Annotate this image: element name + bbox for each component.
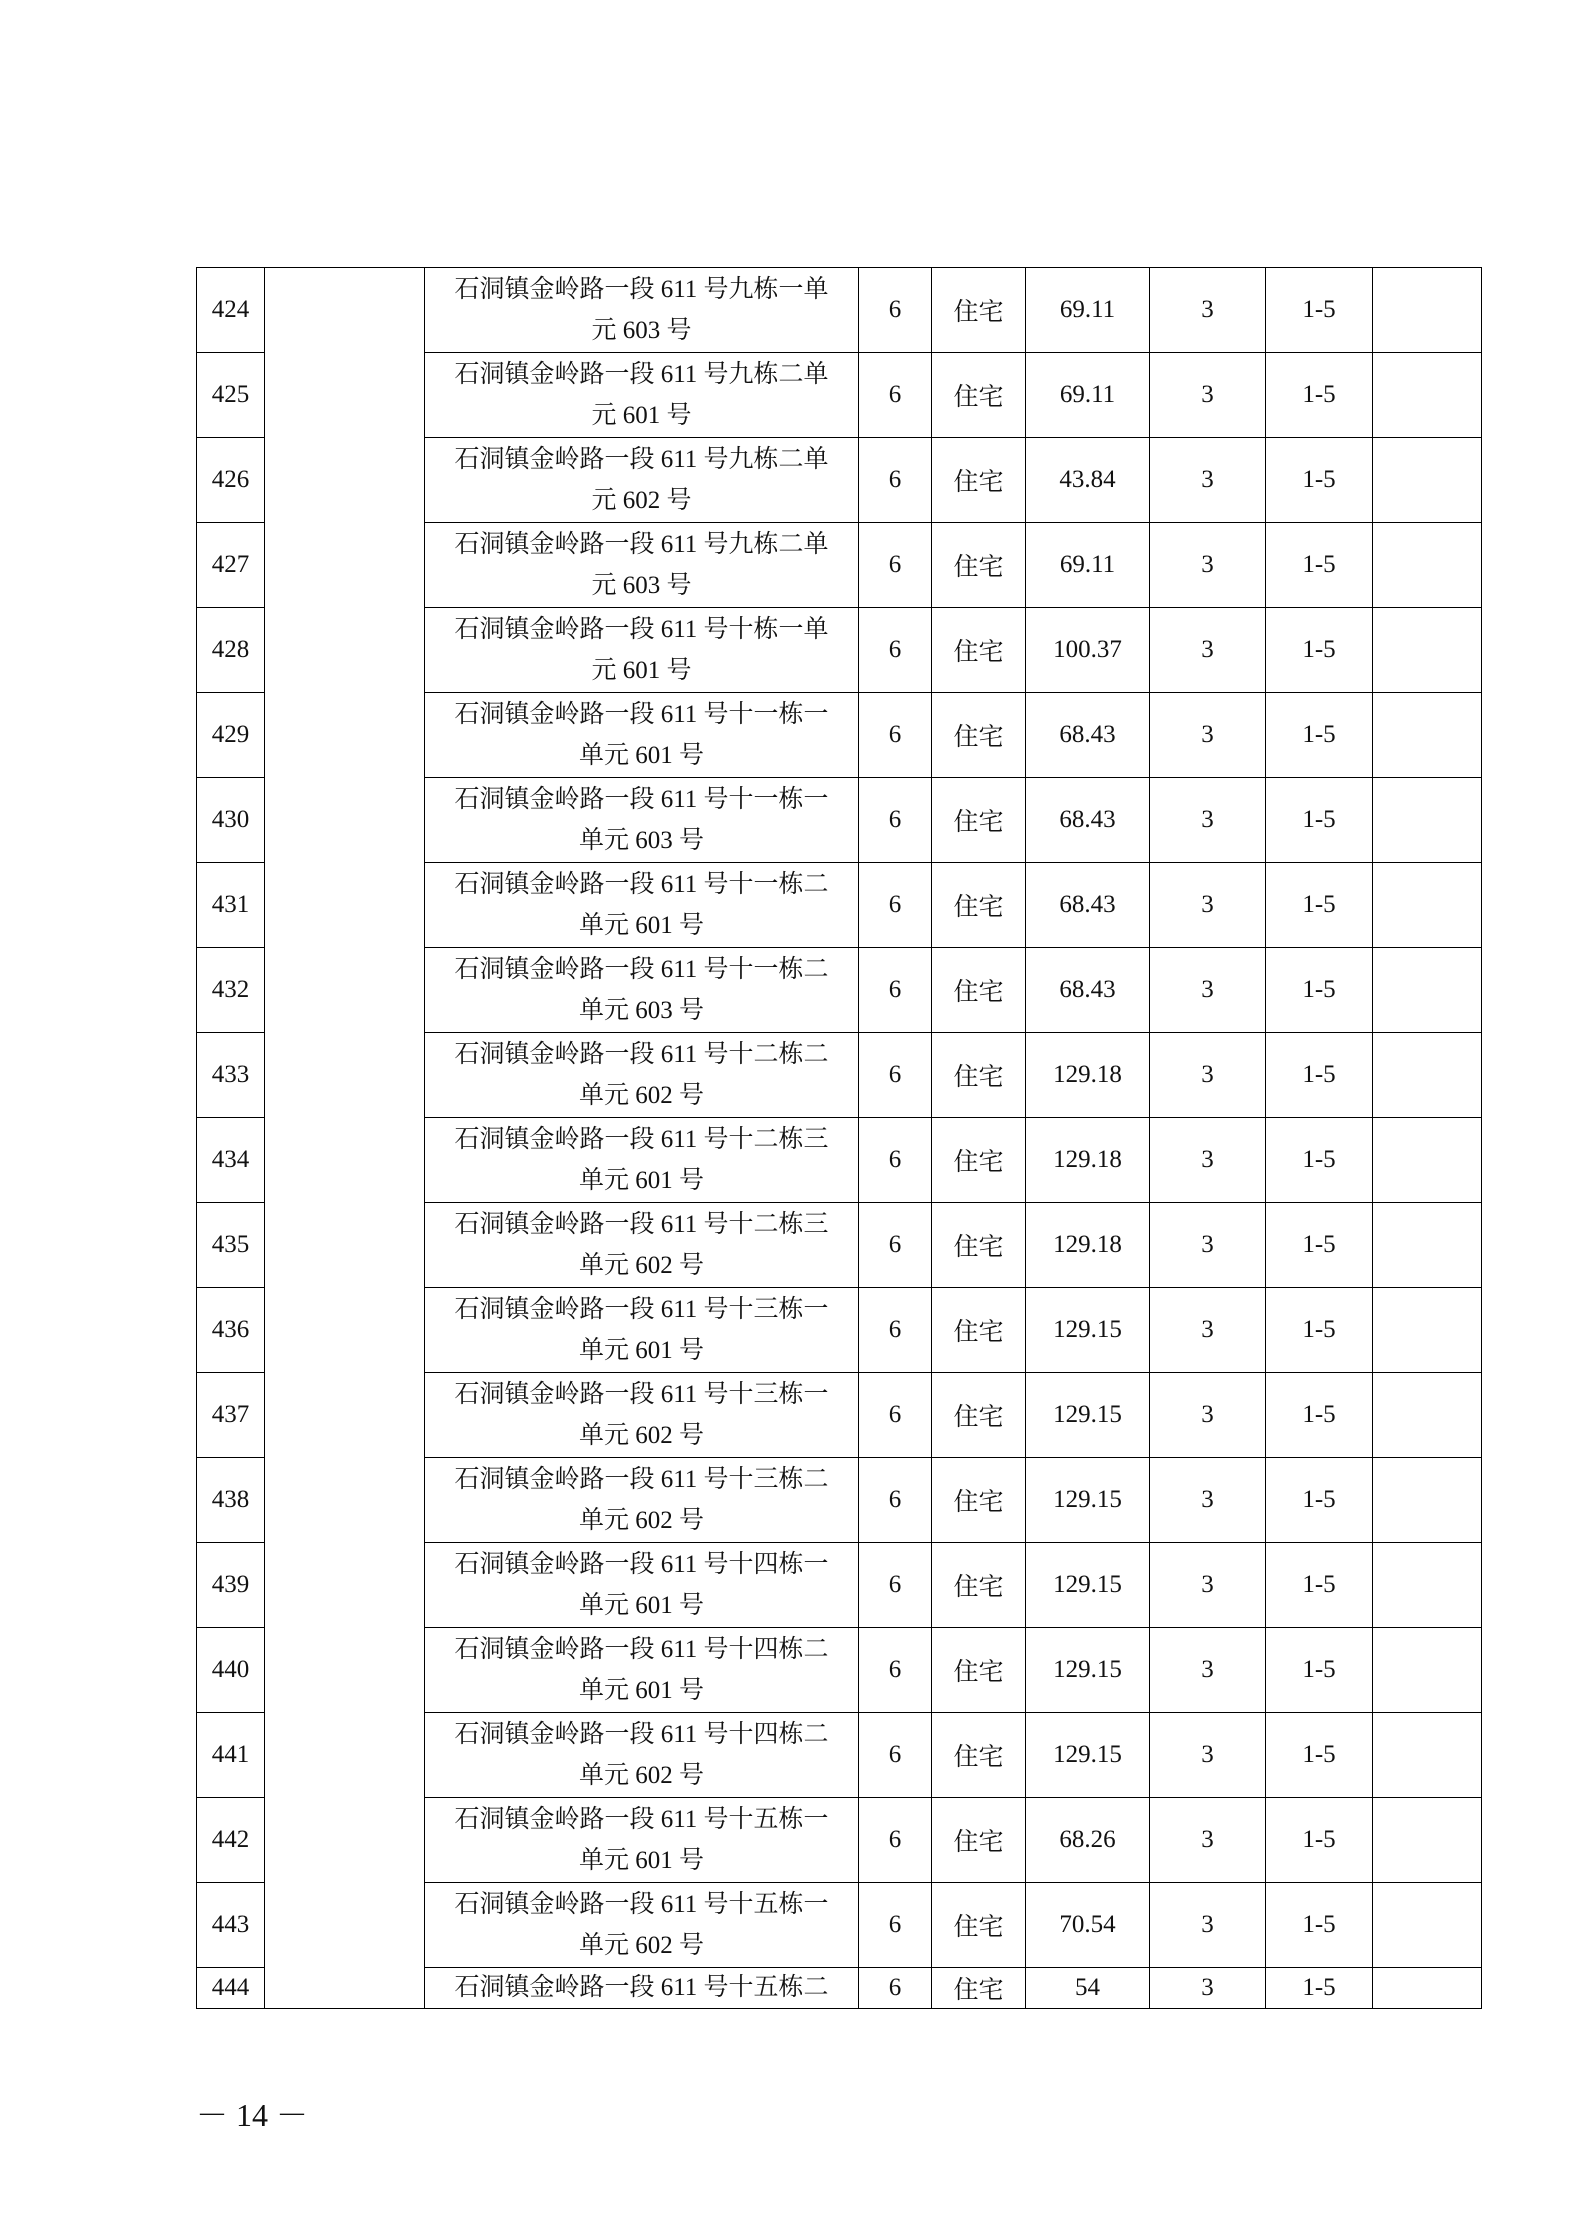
cell-number: 439 <box>197 1543 265 1628</box>
cell-count: 3 <box>1150 1458 1266 1543</box>
cell-number: 425 <box>197 353 265 438</box>
cell-area: 129.18 <box>1026 1118 1150 1203</box>
address-line: 单元 603 号 <box>578 827 704 854</box>
address-line: 石洞镇金岭路一段 611 号十一栋二 <box>454 956 829 983</box>
cell-number: 434 <box>197 1118 265 1203</box>
cell-remark-empty <box>1373 1118 1482 1203</box>
cell-floor: 6 <box>859 1373 932 1458</box>
cell-remark-empty <box>1373 353 1482 438</box>
cell-floor: 6 <box>859 1118 932 1203</box>
cell-address <box>425 693 859 778</box>
address-line: 单元 602 号 <box>578 1932 704 1959</box>
address-line: 石洞镇金岭路一段 611 号十五栋二 <box>454 1974 829 2001</box>
cell-number: 428 <box>197 608 265 693</box>
cell-area: 129.15 <box>1026 1713 1150 1798</box>
address-line: 单元 602 号 <box>578 1422 704 1449</box>
data-table <box>196 267 1482 2009</box>
cell-count: 3 <box>1150 1798 1266 1883</box>
cell-range: 1-5 <box>1266 1033 1373 1118</box>
cell-use: 住宅 <box>932 1798 1026 1883</box>
cell-use: 住宅 <box>932 608 1026 693</box>
cell-count: 3 <box>1150 1203 1266 1288</box>
cell-range: 1-5 <box>1266 438 1373 523</box>
table-body <box>197 268 1482 2009</box>
cell-address <box>425 1968 859 2009</box>
cell-area: 129.15 <box>1026 1288 1150 1373</box>
cell-number: 426 <box>197 438 265 523</box>
cell-area: 129.18 <box>1026 1033 1150 1118</box>
address-line: 石洞镇金岭路一段 611 号十一栋一 <box>454 701 829 728</box>
cell-number: 440 <box>197 1628 265 1713</box>
cell-range: 1-5 <box>1266 1628 1373 1713</box>
cell-range: 1-5 <box>1266 778 1373 863</box>
cell-area: 43.84 <box>1026 438 1150 523</box>
address-line: 元 603 号 <box>591 317 692 344</box>
cell-use: 住宅 <box>932 1968 1026 2009</box>
cell-address <box>425 1628 859 1713</box>
cell-floor: 6 <box>859 268 932 353</box>
cell-range: 1-5 <box>1266 1458 1373 1543</box>
cell-remark-empty <box>1373 1203 1482 1288</box>
cell-count: 3 <box>1150 1543 1266 1628</box>
cell-address <box>425 1033 859 1118</box>
cell-area: 69.11 <box>1026 268 1150 353</box>
address-line: 石洞镇金岭路一段 611 号十三栋一 <box>454 1296 829 1323</box>
address-line: 石洞镇金岭路一段 611 号十四栋二 <box>454 1636 829 1663</box>
cell-range: 1-5 <box>1266 1288 1373 1373</box>
cell-number: 429 <box>197 693 265 778</box>
cell-floor: 6 <box>859 1798 932 1883</box>
cell-use: 住宅 <box>932 1288 1026 1373</box>
cell-count: 3 <box>1150 1968 1266 2009</box>
cell-range: 1-5 <box>1266 948 1373 1033</box>
cell-number: 427 <box>197 523 265 608</box>
cell-address <box>425 438 859 523</box>
cell-address <box>425 1798 859 1883</box>
cell-count: 3 <box>1150 438 1266 523</box>
cell-use: 住宅 <box>932 268 1026 353</box>
cell-number: 424 <box>197 268 265 353</box>
cell-remark-empty <box>1373 693 1482 778</box>
cell-area: 68.43 <box>1026 948 1150 1033</box>
cell-floor: 6 <box>859 523 932 608</box>
cell-area: 129.15 <box>1026 1458 1150 1543</box>
cell-range: 1-5 <box>1266 1968 1373 2009</box>
cell-area: 68.43 <box>1026 693 1150 778</box>
address-line: 单元 601 号 <box>578 742 704 769</box>
cell-number: 437 <box>197 1373 265 1458</box>
cell-remark-empty <box>1373 1883 1482 1968</box>
cell-floor: 6 <box>859 438 932 523</box>
cell-floor: 6 <box>859 778 932 863</box>
cell-count: 3 <box>1150 1628 1266 1713</box>
cell-area: 68.43 <box>1026 778 1150 863</box>
cell-remark-empty <box>1373 438 1482 523</box>
cell-range: 1-5 <box>1266 1883 1373 1968</box>
cell-range: 1-5 <box>1266 1713 1373 1798</box>
address-line: 石洞镇金岭路一段 611 号十四栋二 <box>454 1721 829 1748</box>
cell-address <box>425 1288 859 1373</box>
cell-count: 3 <box>1150 268 1266 353</box>
cell-range: 1-5 <box>1266 268 1373 353</box>
cell-floor: 6 <box>859 1713 932 1798</box>
cell-number: 436 <box>197 1288 265 1373</box>
cell-floor: 6 <box>859 1628 932 1713</box>
cell-remark-empty <box>1373 1288 1482 1373</box>
cell-range: 1-5 <box>1266 1203 1373 1288</box>
address-line: 石洞镇金岭路一段 611 号十五栋一 <box>454 1891 829 1918</box>
address-line: 石洞镇金岭路一段 611 号十三栋二 <box>454 1466 829 1493</box>
cell-address <box>425 523 859 608</box>
cell-area: 129.18 <box>1026 1203 1150 1288</box>
cell-range: 1-5 <box>1266 1798 1373 1883</box>
cell-remark-empty <box>1373 1628 1482 1713</box>
address-line: 单元 602 号 <box>578 1082 704 1109</box>
cell-address <box>425 1543 859 1628</box>
address-line: 石洞镇金岭路一段 611 号十二栋三 <box>454 1211 829 1238</box>
cell-area: 70.54 <box>1026 1883 1150 1968</box>
cell-range: 1-5 <box>1266 1118 1373 1203</box>
cell-count: 3 <box>1150 523 1266 608</box>
address-line: 单元 601 号 <box>578 1167 704 1194</box>
address-line: 单元 603 号 <box>578 997 704 1024</box>
cell-remark-empty <box>1373 523 1482 608</box>
cell-address <box>425 1458 859 1543</box>
cell-number: 442 <box>197 1798 265 1883</box>
cell-use: 住宅 <box>932 693 1026 778</box>
cell-number: 432 <box>197 948 265 1033</box>
cell-count: 3 <box>1150 1883 1266 1968</box>
page-number: － 14 － <box>196 2097 309 2133</box>
cell-use: 住宅 <box>932 1628 1026 1713</box>
address-line: 石洞镇金岭路一段 611 号十五栋一 <box>454 1806 829 1833</box>
cell-remark-empty <box>1373 1713 1482 1798</box>
cell-range: 1-5 <box>1266 693 1373 778</box>
cell-floor: 6 <box>859 1968 932 2009</box>
cell-use: 住宅 <box>932 1203 1026 1288</box>
cell-remark-empty <box>1373 268 1482 353</box>
cell-count: 3 <box>1150 1373 1266 1458</box>
cell-count: 3 <box>1150 863 1266 948</box>
address-line: 单元 601 号 <box>578 912 704 939</box>
cell-address <box>425 608 859 693</box>
address-line: 石洞镇金岭路一段 611 号九栋二单 <box>454 531 829 558</box>
cell-address <box>425 778 859 863</box>
cell-area: 69.11 <box>1026 523 1150 608</box>
cell-floor: 6 <box>859 1203 932 1288</box>
cell-address <box>425 1118 859 1203</box>
cell-use: 住宅 <box>932 1543 1026 1628</box>
cell-address <box>425 948 859 1033</box>
cell-floor: 6 <box>859 1883 932 1968</box>
cell-floor: 6 <box>859 1033 932 1118</box>
address-line: 元 601 号 <box>591 402 692 429</box>
cell-use: 住宅 <box>932 523 1026 608</box>
cell-floor: 6 <box>859 1543 932 1628</box>
address-line: 元 601 号 <box>591 657 692 684</box>
address-line: 单元 602 号 <box>578 1507 704 1534</box>
cell-use: 住宅 <box>932 1118 1026 1203</box>
address-line: 单元 602 号 <box>578 1252 704 1279</box>
address-line: 元 603 号 <box>591 572 692 599</box>
address-line: 石洞镇金岭路一段 611 号十一栋一 <box>454 786 829 813</box>
cell-floor: 6 <box>859 863 932 948</box>
cell-number: 435 <box>197 1203 265 1288</box>
cell-range: 1-5 <box>1266 863 1373 948</box>
cell-floor: 6 <box>859 948 932 1033</box>
cell-floor: 6 <box>859 1458 932 1543</box>
cell-address <box>425 1373 859 1458</box>
cell-area: 68.43 <box>1026 863 1150 948</box>
cell-address <box>425 1883 859 1968</box>
cell-number: 443 <box>197 1883 265 1968</box>
address-line: 单元 601 号 <box>578 1337 704 1364</box>
address-line: 石洞镇金岭路一段 611 号九栋一单 <box>454 276 829 303</box>
cell-area: 100.37 <box>1026 608 1150 693</box>
table-row <box>197 268 1482 353</box>
address-line: 石洞镇金岭路一段 611 号十四栋一 <box>454 1551 829 1578</box>
cell-count: 3 <box>1150 1033 1266 1118</box>
cell-use: 住宅 <box>932 438 1026 523</box>
cell-address <box>425 353 859 438</box>
cell-remark-empty <box>1373 1458 1482 1543</box>
cell-use: 住宅 <box>932 778 1026 863</box>
cell-area: 129.15 <box>1026 1373 1150 1458</box>
cell-number: 430 <box>197 778 265 863</box>
address-line: 单元 602 号 <box>578 1762 704 1789</box>
address-line: 单元 601 号 <box>578 1677 704 1704</box>
cell-number: 444 <box>197 1968 265 2009</box>
cell-use: 住宅 <box>932 948 1026 1033</box>
cell-remark-empty <box>1373 948 1482 1033</box>
cell-number: 431 <box>197 863 265 948</box>
cell-use: 住宅 <box>932 1033 1026 1118</box>
address-line: 单元 601 号 <box>578 1847 704 1874</box>
cell-remark-empty <box>1373 608 1482 693</box>
cell-number: 438 <box>197 1458 265 1543</box>
cell-range: 1-5 <box>1266 1373 1373 1458</box>
cell-remark-empty <box>1373 1373 1482 1458</box>
cell-use: 住宅 <box>932 1713 1026 1798</box>
cell-address <box>425 863 859 948</box>
address-line: 元 602 号 <box>591 487 692 514</box>
cell-remark-empty <box>1373 1543 1482 1628</box>
cell-area: 129.15 <box>1026 1628 1150 1713</box>
cell-area: 68.26 <box>1026 1798 1150 1883</box>
address-line: 石洞镇金岭路一段 611 号九栋二单 <box>454 446 829 473</box>
cell-area: 69.11 <box>1026 353 1150 438</box>
cell-count: 3 <box>1150 1713 1266 1798</box>
address-line: 石洞镇金岭路一段 611 号十一栋二 <box>454 871 829 898</box>
cell-range: 1-5 <box>1266 608 1373 693</box>
cell-number: 433 <box>197 1033 265 1118</box>
cell-count: 3 <box>1150 353 1266 438</box>
cell-remark-empty <box>1373 1033 1482 1118</box>
cell-range: 1-5 <box>1266 353 1373 438</box>
cell-range: 1-5 <box>1266 523 1373 608</box>
cell-address <box>425 268 859 353</box>
cell-use: 住宅 <box>932 863 1026 948</box>
cell-number: 441 <box>197 1713 265 1798</box>
cell-remark-empty <box>1373 778 1482 863</box>
cell-use: 住宅 <box>932 1458 1026 1543</box>
cell-floor: 6 <box>859 353 932 438</box>
cell-use: 住宅 <box>932 1373 1026 1458</box>
cell-merged-empty <box>265 268 425 2009</box>
cell-use: 住宅 <box>932 1883 1026 1968</box>
cell-address <box>425 1713 859 1798</box>
address-line: 石洞镇金岭路一段 611 号九栋二单 <box>454 361 829 388</box>
cell-floor: 6 <box>859 693 932 778</box>
cell-area: 129.15 <box>1026 1543 1150 1628</box>
cell-remark-empty <box>1373 1798 1482 1883</box>
address-line: 石洞镇金岭路一段 611 号十二栋二 <box>454 1041 829 1068</box>
cell-floor: 6 <box>859 608 932 693</box>
address-line: 石洞镇金岭路一段 611 号十三栋一 <box>454 1381 829 1408</box>
cell-count: 3 <box>1150 948 1266 1033</box>
cell-area: 54 <box>1026 1968 1150 2009</box>
cell-count: 3 <box>1150 1288 1266 1373</box>
cell-count: 3 <box>1150 693 1266 778</box>
cell-range: 1-5 <box>1266 1543 1373 1628</box>
cell-count: 3 <box>1150 608 1266 693</box>
address-line: 石洞镇金岭路一段 611 号十栋一单 <box>454 616 829 643</box>
cell-count: 3 <box>1150 1118 1266 1203</box>
cell-count: 3 <box>1150 778 1266 863</box>
cell-remark-empty <box>1373 863 1482 948</box>
cell-floor: 6 <box>859 1288 932 1373</box>
address-line: 石洞镇金岭路一段 611 号十二栋三 <box>454 1126 829 1153</box>
cell-address <box>425 1203 859 1288</box>
cell-remark-empty <box>1373 1968 1482 2009</box>
address-line: 单元 601 号 <box>578 1592 704 1619</box>
cell-use: 住宅 <box>932 353 1026 438</box>
